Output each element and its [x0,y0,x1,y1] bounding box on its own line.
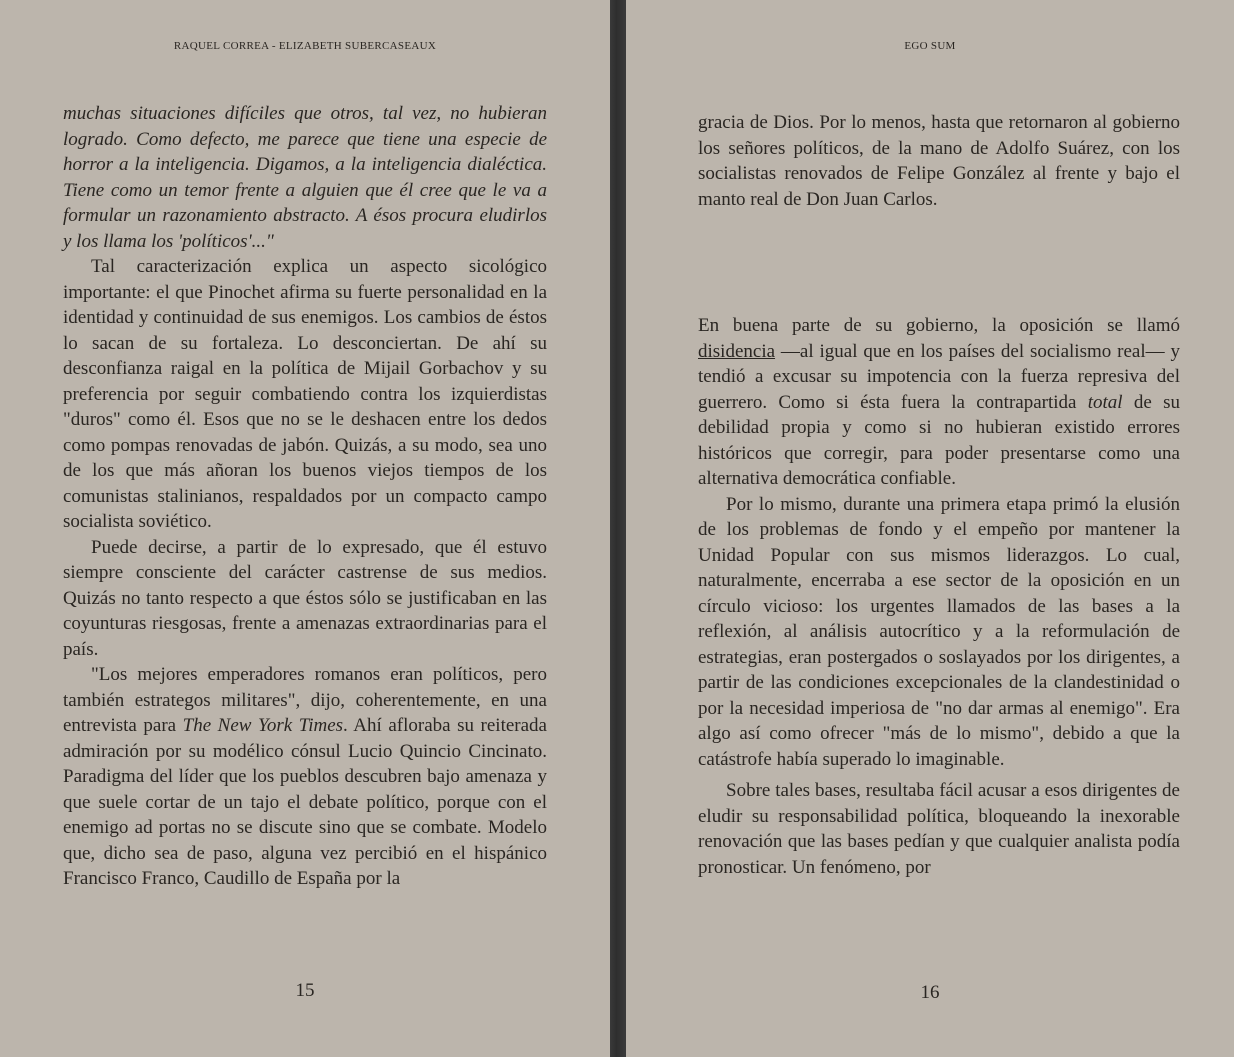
right-paragraph-1-text-c: de su debilidad propia y como si no hubieran existido errores históricos que corregir, para poder presentarse como una alternativa democrática confiable. [698,391,1181,489]
right-paragraph-1 [698,313,1180,492]
running-head-left: RAQUEL CORREA - ELIZABETH SUBERCASEAUX [173,40,437,52]
left-page [0,0,610,1057]
right-paragraph-2: Por lo mismo, durante una primera etapa primó la elusión de los problemas de fondo y el empeño por mantener la Unidad Popular con sus mismos liderazgos. Lo cual, naturalmente, encerraba a ese sector de la oposición en un círculo vicioso: los urgentes llamados de las bases a la reflexión, al análisis autocrítico y a la reformulación de estrategias, eran postergados o soslayados por los dirigentes, a partir de las condiciones excepcionales de la clandestinidad o por la necesidad imperiosa de "no dar armas al enemigo". Era algo así como ofrecer "más de lo mismo", debido a que la catástrofe había superado lo imaginable. [698,493,1180,770]
right-paragraph-1-text-b: —al igual que en los países del socialismo real— y tendió a excusar su impotencia con la fuerza represiva del guerrero. Como si ésta fuera la contrapartida [698,340,1180,413]
paragraph-3 [63,662,547,892]
page-number-left: 15 [295,980,315,1001]
right-paragraph-3: Sobre tales bases, resultaba fácil acusar a esos dirigentes de eludir su responsabilidad política, bloqueando la inexorable renovación que las bases pedían y que cualquier analista podía pronosticar. Un fenómeno, por [698,780,1180,878]
running-head-right: EGO SUM [904,40,956,52]
right-paragraph-1-text-a: En buena parte de su gobierno, la oposición se llamó [698,315,1180,336]
paragraph-3-text-b: . Ahí afloraba su reiterada admiración por su modélico cónsul Lucio Quincio Cincinato. Paradigma del líder que los pueblos descubren bajo amenaza y que suele cortar de un tajo el debate político, porque con el enemigo ad portas no se discute sino que se combate. Modelo que, dicho sea de paso, alguna vez percibió en el hispánico Francisco Franco, Caudillo de España por la [63,715,547,889]
paragraph-2: Puede decirse, a partir de lo expresado, que él estuvo siempre consciente del carácter castrense de sus medios. Quizás no tanto respecto a que éstos sólo se justificaban en las coyunturas riesgosas, frente a amenazas extraordinarias para el país. [63,536,547,660]
paragraph-1: Tal caracterización explica un aspecto sicológico importante: el que Pinochet afirma su fuerte personalidad en la identidad y continuidad de sus enemigos. Los cambios de éstos lo sacan de su fortaleza. Lo desconciertan. De ahí su desconfianza raigal en la política de Mijail Gorbachov y su preferencia por seguir combatiendo contra los izquierdistas "duros" como él. Esos que no se le deshacen entre los dedos como pompas renovadas de jabón. Quizás, a su modo, sea uno de los que más añoran los buenos viejos tiempos de los comunistas stalinianos, respaldados por un compacto campo socialista soviético. [63,256,547,532]
newspaper-title: The New York Times [182,715,344,736]
quote-paragraph: muchas situaciones difíciles que otros, tal vez, no hubieran logrado. Como defecto, me parece que tiene una especie de horror a la inteligencia. Digamos, a la inteligencia dialéctica. Tiene como un temor frente a alguien que él cree que le va a formular un razonamiento abstracto. A ésos procura eludirlos y los llama los 'políticos'..." [63,103,547,252]
right-text-block [698,313,1180,880]
left-text-block [63,101,547,892]
paragraph-3-text-a: "Los mejores emperadores romanos eran políticos, pero también estrategos militares", dijo, coherentemente, en una entrevista para [63,664,547,736]
book-gutter [610,0,626,1057]
underlined-word: disidencia [698,340,776,362]
page-number-right: 16 [920,982,940,1003]
italic-word: total [1087,391,1123,413]
top-paragraph: gracia de Dios. Por lo menos, hasta que retornaron al gobierno los señores políticos, de la mano de Adolfo Suárez, con los socialistas renovados de Felipe González al frente y bajo el manto real de Don Juan Carlos. [698,112,1180,210]
right-page [626,0,1234,1057]
